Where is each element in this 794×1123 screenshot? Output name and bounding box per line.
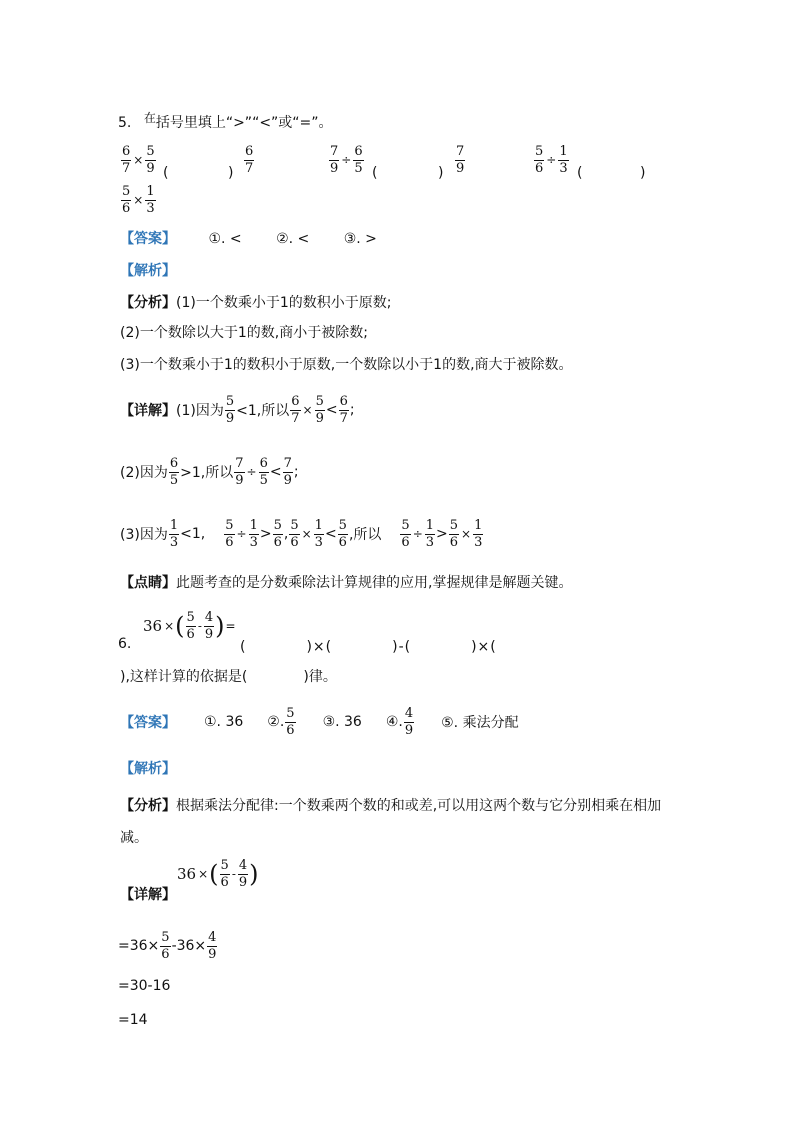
q5-r1: $\frac{6}{7}$ bbox=[245, 143, 254, 176]
q5-answer-label: 【答案】 bbox=[120, 231, 176, 247]
q6-answer-4: ④. bbox=[385, 714, 403, 730]
q5-e2-frac-a: $\frac{7}{9}$ bbox=[330, 143, 339, 176]
q6-fenxi: 【分析】根据乘法分配律:一个数乘两个数的和或差,可以用这两个数与它分别相乘在相加减。 bbox=[120, 798, 662, 846]
q5-answer-2: ②. < bbox=[276, 231, 310, 247]
q6-analysis-label: 【解析】 bbox=[120, 761, 176, 777]
q6-blanks: ( )×( )-( )×( bbox=[240, 639, 497, 655]
q5-expr-row-1 bbox=[120, 142, 157, 178]
q6-detail-label: 【详解】 bbox=[120, 887, 176, 903]
q5-e2-op: ÷ bbox=[341, 153, 352, 167]
q5-e1-op: × bbox=[133, 153, 144, 167]
q5-answer-1: ①. < bbox=[208, 231, 242, 247]
q6-number: 6. bbox=[118, 636, 132, 652]
q5-detail-1: 【详解】 (1)因为 $\frac{5}{9}$ <1,所以 $\frac{6}{7}$ × $\frac{5}{9}$ < $\frac{6}{7}$ ; bbox=[120, 393, 355, 426]
q5-blank-3-open: ( bbox=[577, 165, 583, 181]
q5-header bbox=[118, 112, 333, 132]
q5-e1-frac-a: $\frac{6}{7}$ bbox=[122, 143, 131, 176]
q6-detail-expr: 36 × ( $\frac{5}{6}$ - $\frac{4}{9}$ ) bbox=[177, 857, 259, 890]
q5-expr-row-2 bbox=[328, 142, 365, 178]
q6-answer-5: ⑤. 乘法分配 bbox=[441, 715, 519, 731]
q5-blank-1-open: ( bbox=[163, 165, 169, 181]
q6-line2: ),这样计算的依据是( )律。 bbox=[120, 669, 337, 685]
q6-answer-1: ①. 36 bbox=[204, 714, 244, 730]
q5-e1-frac-b: $\frac{5}{9}$ bbox=[146, 143, 155, 176]
q5-blank-3-close: ) bbox=[640, 165, 646, 181]
q5-blank-1-close: ) bbox=[228, 165, 234, 181]
q5-expr-row-3 bbox=[533, 142, 570, 178]
q5-e3-frac-b: $\frac{1}{3}$ bbox=[559, 143, 568, 176]
q6-answer-2: ②. bbox=[267, 714, 285, 730]
q5-answer-3: ③. > bbox=[343, 231, 377, 247]
q5-e3-frac-a: $\frac{5}{6}$ bbox=[535, 143, 544, 176]
q5-dianjing: 【点睛】此题考查的是分数乘除法计算规律的应用,掌握规律是解题关键。 bbox=[120, 575, 573, 591]
q5-blank-2-close: ) bbox=[438, 165, 444, 181]
q5-e3-op: ÷ bbox=[546, 153, 557, 167]
q6-answer-3: ③. 36 bbox=[322, 714, 362, 730]
q6-answer-row: 【答案】 ①. 36 ②. $\frac{5}{6}$ ③. 36 ④. $\frac{4}{9}$ ⑤. 乘法分配 bbox=[120, 705, 519, 738]
q5-analysis-label: 【解析】 bbox=[120, 263, 176, 279]
q5-r3: $\frac{5}{6}$ × $\frac{1}{3}$ bbox=[122, 183, 155, 216]
q5-number: 5. bbox=[118, 115, 132, 131]
q5-detail-3: (3)因为 $\frac{1}{3}$ <1, $\frac{5}{6}$ ÷ $\frac{1}{3}$ > $\frac{5}{6}$ , $\frac{5}{6}$ × $\frac{1}{3}$ < $\frac{5}{6}$ ,所以 $\frac{5}{6}$ ÷ $\frac{1}{3}$ > $\frac{5}{6}$ × $\frac{1}{3}$ bbox=[120, 517, 483, 550]
q5-e2-frac-b: $\frac{6}{5}$ bbox=[354, 143, 363, 176]
q5-fenxi-1: 【分析】(1)一个数乘小于1的数积小于原数; bbox=[120, 295, 392, 311]
q5-instruction: 括号里填上“>”“<”或“=”。 bbox=[155, 115, 333, 131]
q6-step-2: =30-16 bbox=[118, 978, 171, 994]
q5-detail-2: (2)因为 $\frac{6}{5}$ >1,所以 $\frac{7}{9}$ ÷ $\frac{6}{5}$ < $\frac{7}{9}$ ; bbox=[120, 455, 299, 488]
q6-step-3: =14 bbox=[118, 1012, 148, 1028]
q5-blank-2-open: ( bbox=[372, 165, 378, 181]
q5-prefix: 在 bbox=[143, 111, 156, 125]
q6-answer-label: 【答案】 bbox=[120, 715, 176, 731]
q6-step-1: =36× $\frac{5}{6}$ -36× $\frac{4}{9}$ bbox=[118, 929, 217, 962]
q5-answer-row bbox=[120, 228, 377, 248]
q5-r2: $\frac{7}{9}$ bbox=[456, 143, 465, 176]
q6-expression: 36 × ( $\frac{5}{6}$ - $\frac{4}{9}$ ) = bbox=[143, 609, 236, 642]
q5-fenxi-3: (3)一个数乘小于1的数积小于原数,一个数除以小于1的数,商大于被除数。 bbox=[120, 357, 573, 373]
q5-fenxi-2: (2)一个数除以大于1的数,商小于被除数; bbox=[120, 325, 368, 341]
